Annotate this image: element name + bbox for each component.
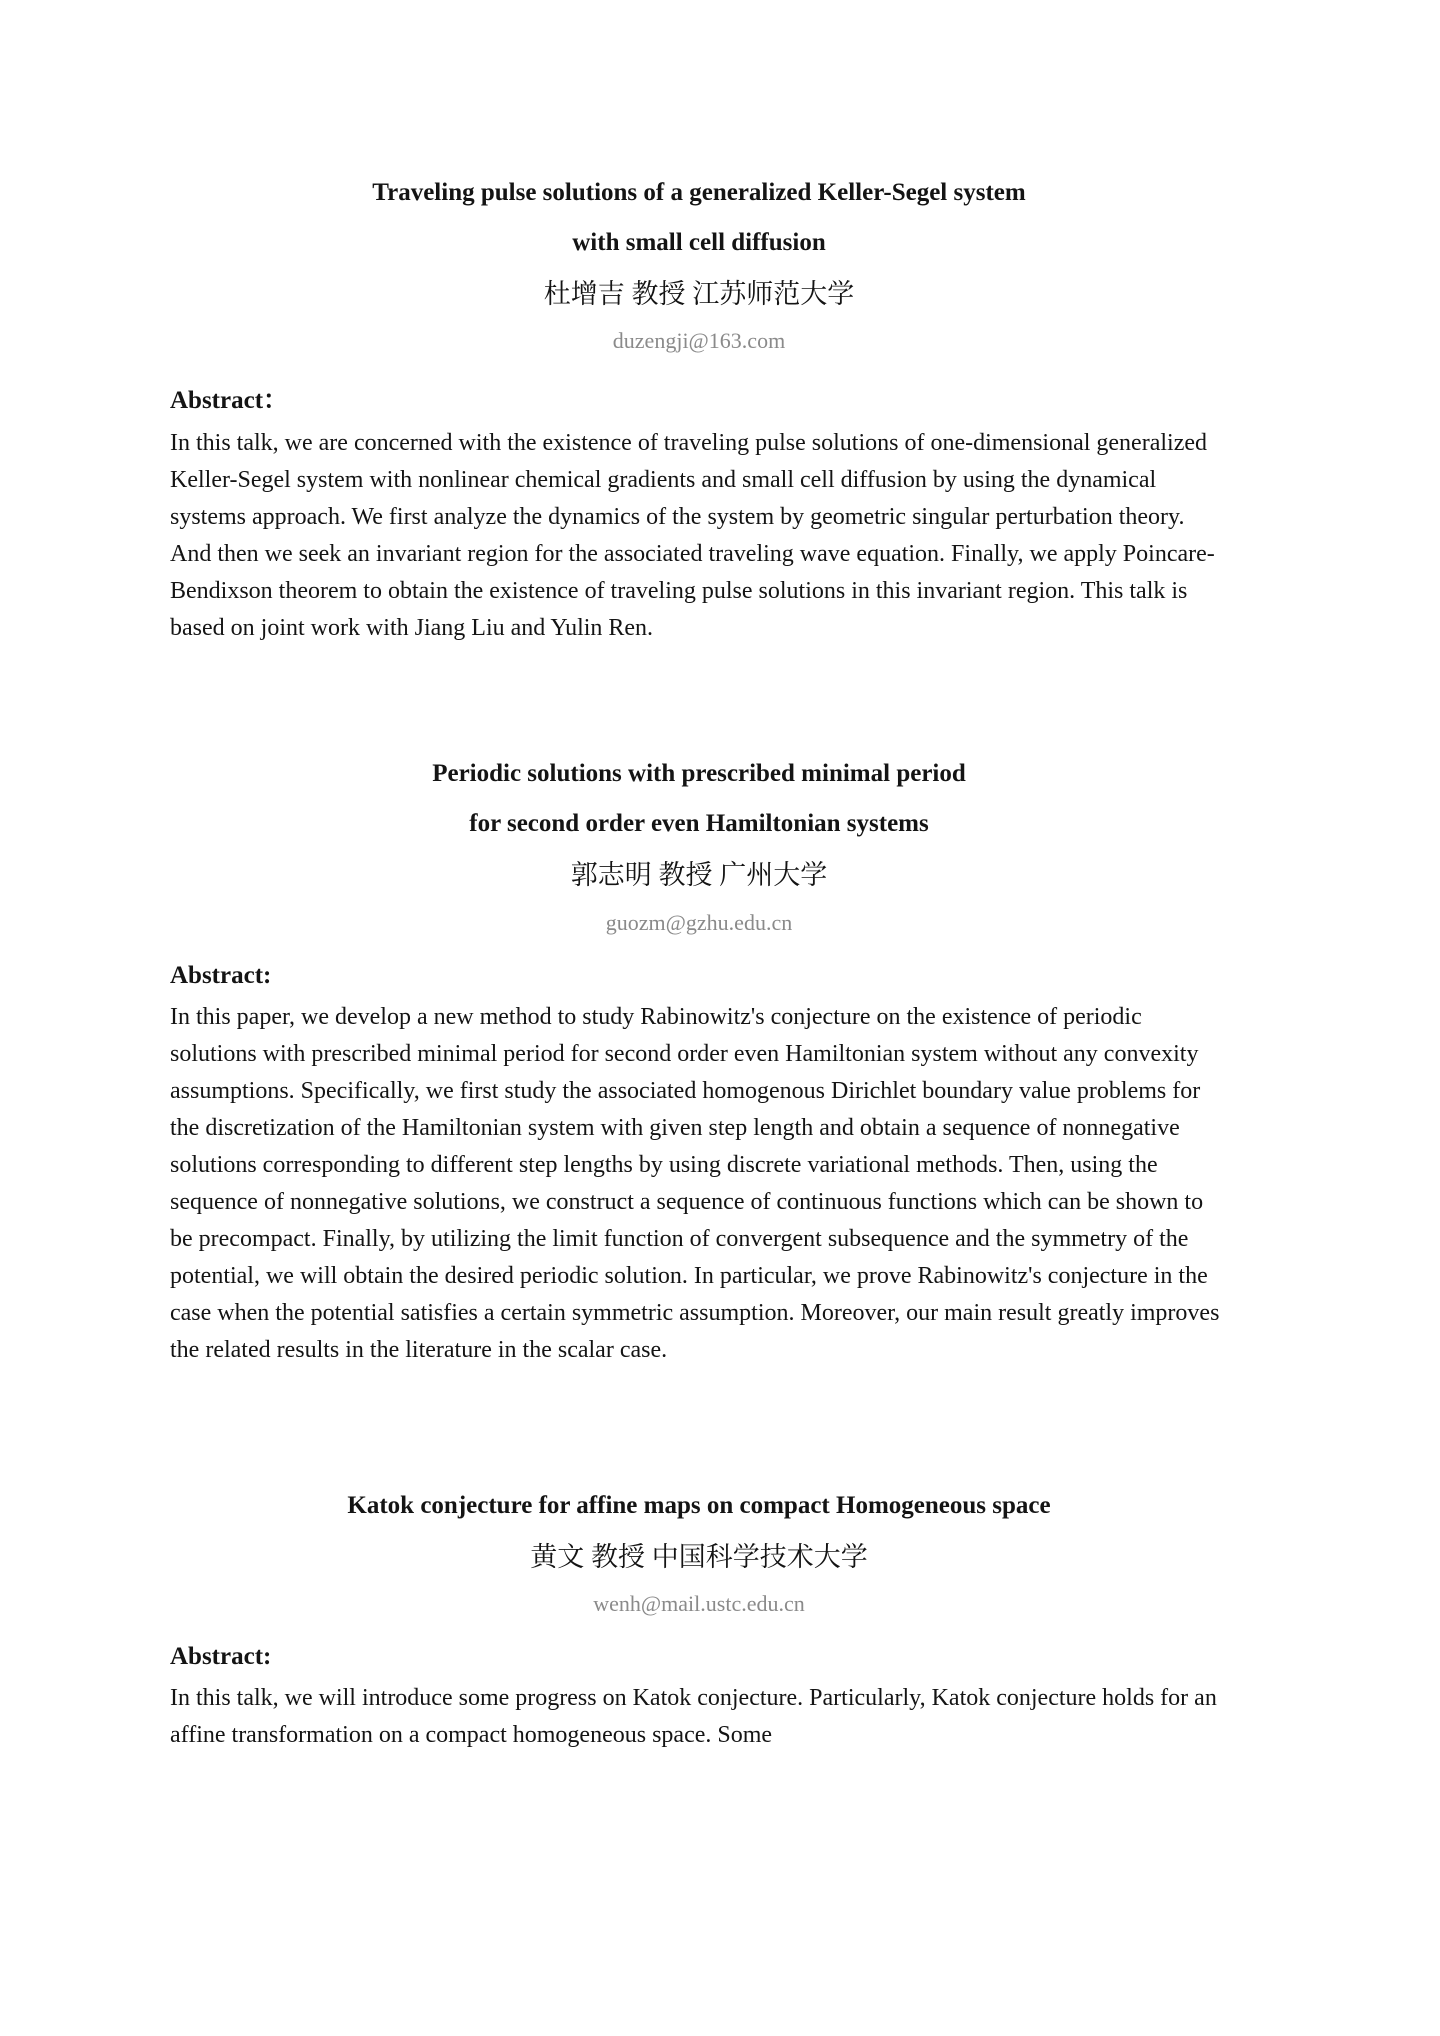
talk-2-title (170, 749, 1228, 849)
talk-3-abstract-text: In this talk, we will introduce some progress on Katok conjecture. Particularly, Katok conjecture holds for an affine transformation on a compact homogeneous space. Some (170, 1685, 1217, 1749)
talk-2-title-line-2: for second order even Hamiltonian systems (469, 810, 929, 838)
talk-2-abstract-text: In this paper, we develop a new method to study Rabinowitz's conjecture on the existence of periodic solutions with prescribed minimal period for second order even Hamiltonian system without any convexity assumptions. Specifically, we first study the associated homogenous Dirichlet boundary value problems for the discretization of the Hamiltonian system with given step length and obtain a sequence of nonnegative solutions corresponding to different step lengths by using discrete variational methods. Then, using the sequence of nonnegative solutions, we construct a sequence of continuous functions which can be shown to be precompact. Finally, by utilizing the limit function of convergent subsequence and the symmetry of the potential, we will obtain the desired periodic solution. In particular, we prove Rabinowitz's conjecture in the case when the potential satisfies a certain symmetric assumption. Moreover, our main result greatly improves the related results in the literature in the scalar case. (170, 1003, 1220, 1363)
talk-2-title-line-1: Periodic solutions with prescribed minimal period (432, 760, 966, 788)
talk-3-abstract-label: Abstract: (170, 1643, 272, 1671)
talk-2-email: guozm@gzhu.edu.cn (605, 909, 793, 935)
talk-3-title-line-1: Katok conjecture for affine maps on compact Homogeneous space (347, 1491, 1051, 1519)
talk-1-title-line-2: with small cell diffusion (572, 229, 826, 256)
talk-1-email: duzengji@163.com (612, 328, 786, 354)
talk-section-3 (170, 1481, 1228, 1754)
talk-2-speaker: 郭志明 教授 广州大学 (570, 860, 828, 891)
talk-1-title-line-1: Traveling pulse solutions of a generalized Keller-Segel system (372, 179, 1026, 206)
talk-1-abstract-text: In this talk, we are concerned with the existence of traveling pulse solutions of one-dimensional generalized Keller-Segel system with nonlinear chemical gradients and small cell diffusion by using the dynamical systems approach. We first analyze the dynamics of the system by geometric singular perturbation theory. And then we seek an invariant region for the associated traveling wave equation. Finally, we apply Poincare-Bendixson theorem to obtain the existence of traveling pulse solutions in this invariant region. This talk is based on joint work with Jiang Liu and Yulin Ren. (170, 430, 1215, 642)
talk-section-1 (170, 168, 1228, 647)
talk-1-title (170, 168, 1228, 268)
talk-3-email: wenh@mail.ustc.edu.cn (593, 1591, 805, 1617)
talk-2-abstract-label: Abstract: (170, 961, 272, 989)
talk-1-speaker: 杜增吉 教授 江苏师范大学 (543, 279, 855, 309)
talk-3-title (170, 1481, 1228, 1531)
talk-3-speaker: 黄文 教授 中国科学技术大学 (530, 1541, 868, 1572)
talk-section-2 (170, 749, 1228, 1368)
talk-1-abstract-label: Abstract： (170, 387, 289, 415)
